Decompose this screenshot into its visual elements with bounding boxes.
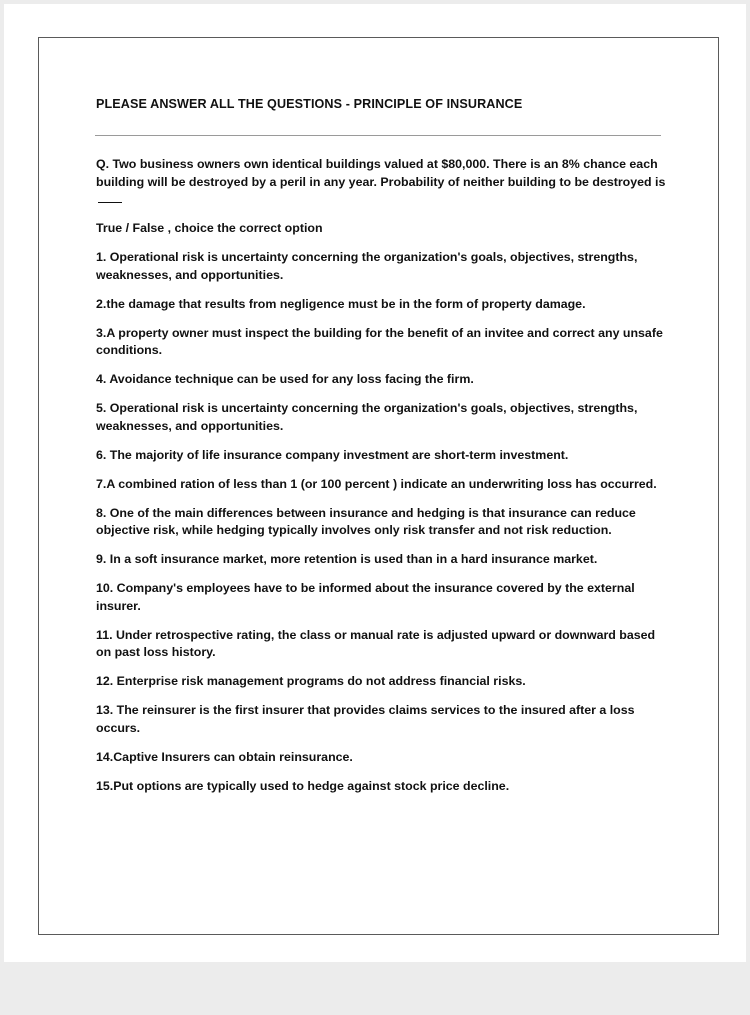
statement-10: 10. Company's employees have to be informed about the insurance covered by the external insurer. (96, 581, 635, 613)
statement-7: 7.A combined ration of less than 1 (or 100 percent ) indicate an underwriting loss has occurred. (96, 476, 657, 491)
title-divider (95, 135, 661, 136)
statement-1: 1. Operational risk is uncertainty concerning the organization's goals, objectives, strengths, weaknesses, and opportunities. (96, 250, 638, 282)
statement-12: 12. Enterprise risk management programs do not address financial risks. (96, 674, 526, 688)
document-title: PLEASE ANSWER ALL THE QUESTIONS - PRINCIPLE OF INSURANCE (96, 97, 523, 111)
answer-blank (98, 202, 122, 203)
statement-6: 6. The majority of life insurance company investment are short-term investment. (96, 447, 569, 462)
statement-13: 13. The reinsurer is the first insurer that provides claims services to the insured after a loss occurs. (96, 703, 635, 735)
instruction-text: True / False , choice the correct option (96, 221, 323, 235)
page-border (38, 37, 719, 935)
statement-2: 2.the damage that results from negligence must be in the form of property damage. (96, 296, 586, 311)
statement-8: 8. One of the main differences between insurance and hedging is that insurance can reduce objective risk, while hedging typically involves only risk transfer and not risk reduction. (96, 505, 636, 537)
statement-4: 4. Avoidance technique can be used for any loss facing the firm. (96, 372, 474, 386)
statement-14: 14.Captive Insurers can obtain reinsurance. (96, 749, 353, 764)
question-paragraph (96, 156, 666, 209)
statement-9: 9. In a soft insurance market, more retention is used than in a hard insurance market. (96, 552, 598, 566)
statement-11: 11. Under retrospective rating, the class or manual rate is adjusted upward or downward based on past loss history. (96, 627, 656, 659)
statement-3: 3.A property owner must inspect the building for the benefit of an invitee and correct any unsafe conditions. (96, 325, 663, 357)
question-text: Q. Two business owners own identical buildings valued at $80,000. There is an 8% chance each building will be destroyed by a peril in any year. Probability of neither building to be destroyed is (96, 157, 666, 189)
statement-5: 5. Operational risk is uncertainty concerning the organization's goals, objectives, strengths, weaknesses, and opportunities. (96, 401, 638, 433)
document-body (96, 156, 666, 807)
statement-15: 15.Put options are typically used to hedge against stock price decline. (96, 778, 510, 793)
document-page (4, 4, 746, 962)
